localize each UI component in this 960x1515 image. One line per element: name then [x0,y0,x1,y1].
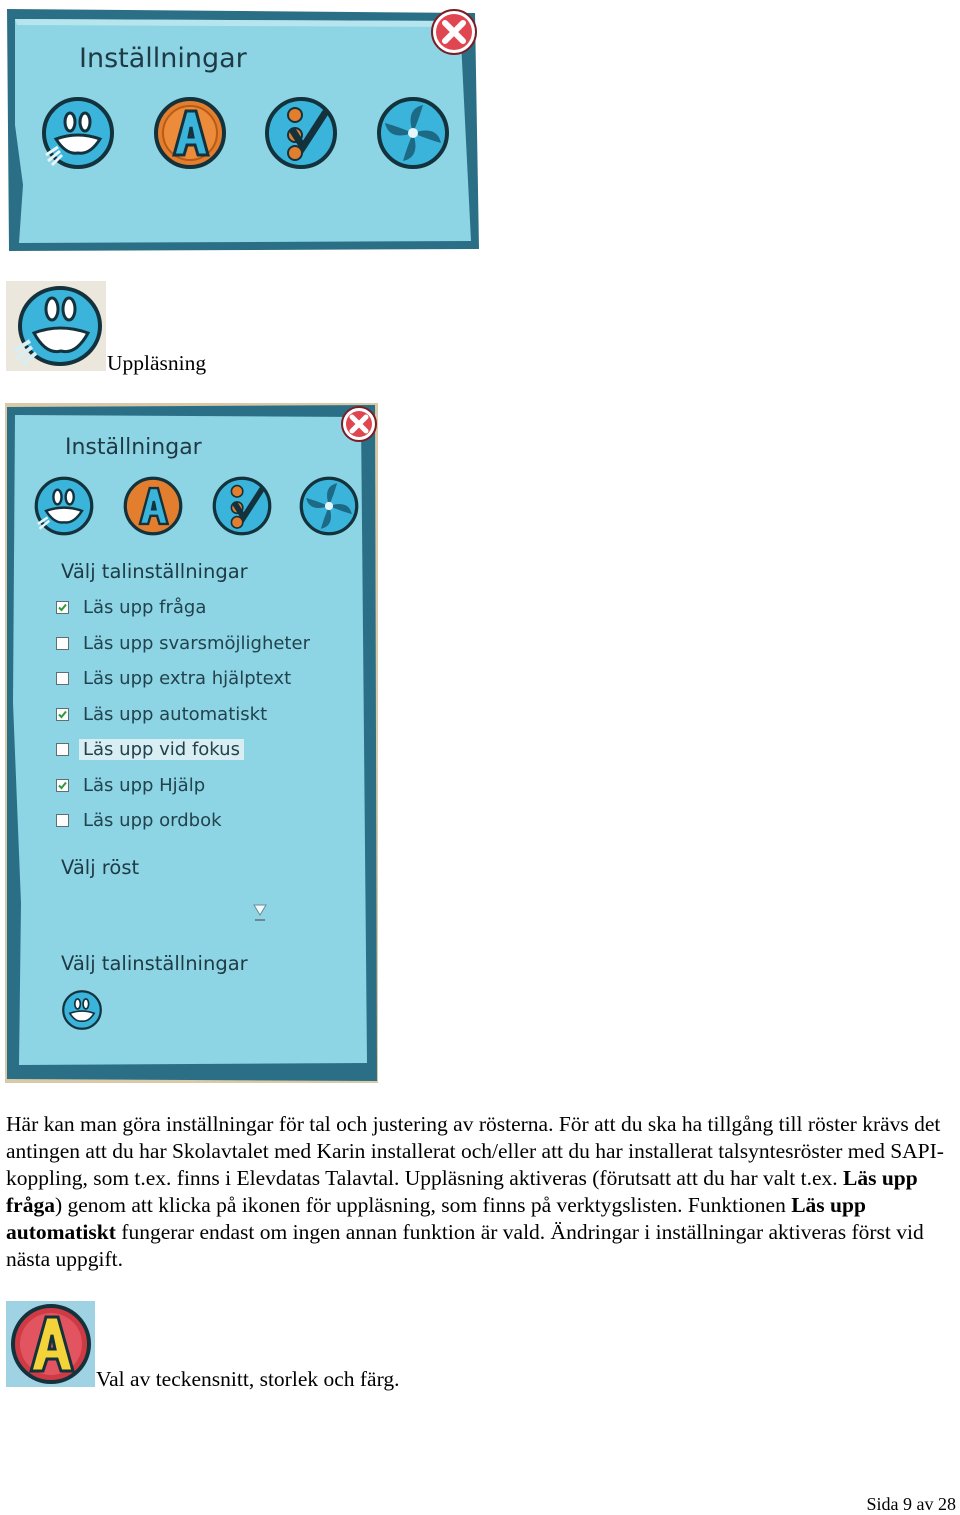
checkbox[interactable] [56,743,69,756]
close-icon[interactable] [429,7,479,57]
checkbox[interactable] [56,779,69,792]
checkbox-read-options[interactable] [56,629,314,657]
description-text: Här kan man göra inställningar för tal och justering av rösterna. För att du ska ha tillgång till röster krävs det antingen att du har Skolavtalet med Karin installerat och/eller att du har installerat talsyntesröster med SAPI-koppling, som t.ex. finns i Elevdatas Talavtal. Uppläsning aktiveras (förutsatt att du har valt t.ex. [6,1112,944,1190]
checkbox[interactable] [56,601,69,614]
checkbox[interactable] [56,637,69,650]
checkbox-label: Läs upp ordbok [83,809,222,831]
settings-panel-speech [5,403,378,1083]
description-paragraph [6,1111,956,1273]
checkbox[interactable] [56,708,69,721]
checkbox-label: Läs upp Hjälp [83,774,206,796]
close-icon[interactable] [340,405,378,443]
pinwheel-icon[interactable] [375,95,451,171]
font-a-icon [6,1301,95,1387]
checkbox-read-help[interactable] [56,771,209,799]
font-a-icon[interactable] [122,475,184,537]
checkbox-read-automatic[interactable] [56,700,271,728]
page-number: Sida 9 av 28 [866,1494,956,1514]
check-person-icon[interactable] [211,475,273,537]
panel-title: Inställningar [79,43,247,74]
panel-title: Inställningar [65,435,202,460]
description-text: ) genom att klicka på ikonen för uppläsning, som finns på verktygslisten. Funktionen [54,1193,792,1217]
speech-section-label: Uppläsning [107,351,207,375]
section-title: Välj talinställningar [61,952,248,975]
speech-face-icon[interactable] [61,989,103,1031]
bold-term: Läs upp automatiskt [6,1193,866,1244]
speech-face-icon[interactable] [33,475,95,537]
bold-term: Läs upp fråga [6,1166,918,1217]
checkbox-read-dictionary[interactable] [56,806,226,834]
checkbox-label: Läs upp extra hjälptext [83,667,292,689]
font-a-icon[interactable] [152,95,228,171]
checkbox-read-help-text[interactable] [56,664,295,692]
voice-dropdown-arrow-icon[interactable] [252,902,268,924]
speech-face-icon[interactable] [40,95,116,171]
settings-panel-top [5,5,480,253]
voice-title: Välj röst [61,856,140,879]
checkbox-read-on-focus[interactable] [56,735,244,763]
checkbox[interactable] [56,814,69,827]
checkbox-read-question[interactable] [56,593,210,621]
checkbox-label: Läs upp vid fokus [79,739,244,760]
checkbox-label: Läs upp svarsmöjligheter [83,632,310,654]
checkbox-label: Läs upp fråga [83,596,207,618]
font-section-icon [6,1301,95,1387]
font-section-label: Val av teckensnitt, storlek och färg. [96,1367,400,1391]
checkbox-label: Läs upp automatiskt [83,703,268,725]
section-title: Välj talinställningar [61,560,248,583]
speech-face-icon [6,281,106,371]
pinwheel-icon[interactable] [298,475,360,537]
check-person-icon[interactable] [263,95,339,171]
description-text: fungerar endast om ingen annan funktion är vald. Ändringar i inställningar aktiveras först vid nästa uppgift. [6,1220,924,1271]
speech-section-icon [6,281,106,371]
checkbox[interactable] [56,672,69,685]
